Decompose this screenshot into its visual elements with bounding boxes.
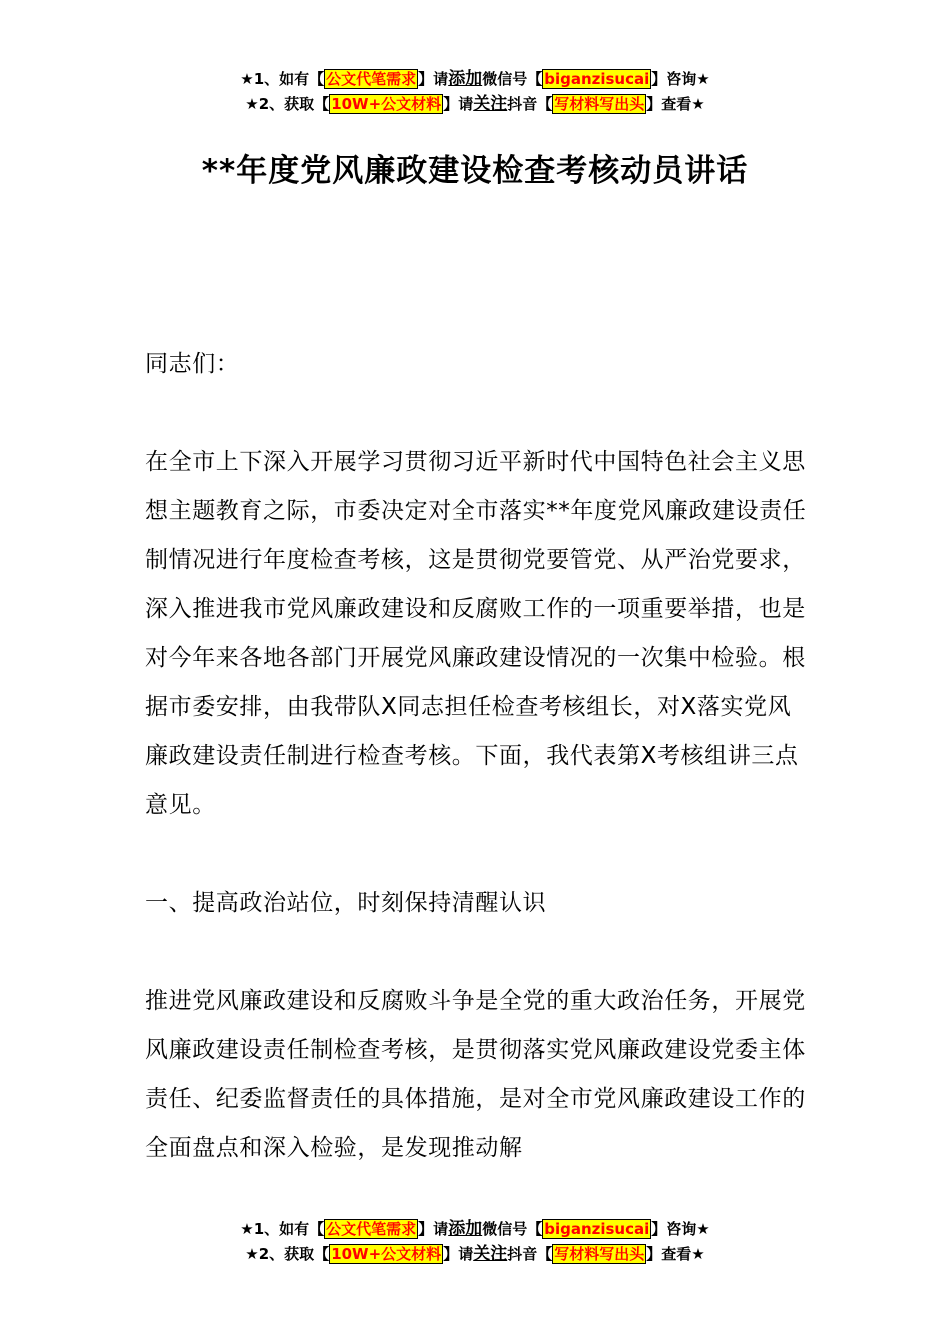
highlight-wechat-id: biganzisucai <box>544 70 650 88</box>
promo-line-2: ★2、获取【 10W+公文材料 】请关注抖音【 写材料写出头 】查看★ <box>245 1244 705 1264</box>
highlight-douyin-id: 写材料写出头 <box>554 1245 645 1263</box>
promo-line-2: ★2、获取【 10W+公文材料 】请关注抖音【 写材料写出头 】查看★ <box>245 94 705 114</box>
paragraph-2: 推进党风廉政建设和反腐败斗争是全党的重大政治任务，开展党风廉政建设责任制检查考核，是贯彻落实党风廉政建设党委主体责任、纪委监督责任的具体措施，是对全市党风廉政建设工作的全面盘点和深入检验，是发现推动解 <box>145 988 806 1161</box>
highlight-service: 公文代笔需求 <box>326 70 417 88</box>
highlight-materials: 10W+公文材料 <box>331 1245 442 1263</box>
highlight-service: 公文代笔需求 <box>326 1220 417 1238</box>
top-promo-banner <box>0 67 950 117</box>
bottom-promo-banner <box>0 1217 950 1267</box>
highlight-wechat-id: biganzisucai <box>544 1220 650 1238</box>
highlight-materials: 10W+公文材料 <box>331 95 442 113</box>
document-body <box>145 340 810 1173</box>
greeting: 同志们： <box>145 351 240 377</box>
section-heading-1: 一、提高政治站位，时刻保持清醒认识 <box>145 890 547 916</box>
promo-line-1: ★1、如有【 公文代笔需求 】请添加微信号【 biganzisucai 】咨询★ <box>240 69 710 89</box>
document-title: **年度党风廉政建设检查考核动员讲话 <box>201 153 749 189</box>
promo-line-1: ★1、如有【 公文代笔需求 】请添加微信号【 biganzisucai 】咨询★ <box>240 1219 710 1239</box>
paragraph-1: 在全市上下深入开展学习贯彻习近平新时代中国特色社会主义思想主题教育之际，市委决定对全市落实**年度党风廉政建设责任制情况进行年度检查考核，这是贯彻党要管党、从严治党要求，深入推进我市党风廉政建设和反腐败工作的一项重要举措，也是对今年来各地各部门开展党风廉政建设情况的一次集中检验。根据市委安排，由我带队X同志担任检查考核组长，对X落实党风廉政建设责任制进行检查考核。下面，我代表第X考核组讲三点意见。 <box>145 449 807 818</box>
highlight-douyin-id: 写材料写出头 <box>554 95 645 113</box>
